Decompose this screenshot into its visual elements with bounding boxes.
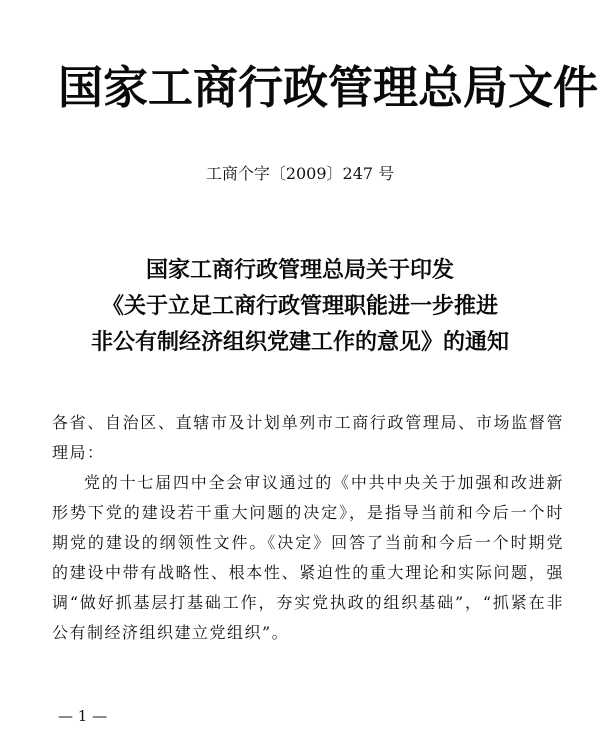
body-paragraph: 党的十七届四中全会审议通过的《中共中央关于加强和改进新形势下党的建设若干重大问题的决定》，是指导当前和今后一个时期党的建设的纲领性文件。《决定》回答了当前和今后一个时期党的建设中带有战略性、根本性、紧迫性的重大理论和实际问题，强调“做好抓基层打基础工作，夯实党执政的组织基础”，“抓紧在非公有制经济组织建立党组织”。 [52,473,564,642]
page-number: — 1 — [58,707,108,725]
title-line-2: 《关于立足工商行政管理职能进一步推进 [101,294,498,319]
document-masthead: 国家工商行政管理总局文件 [58,61,599,114]
document-number: 工商个字〔2009〕247 号 [205,164,395,183]
document-title [0,253,600,361]
salutation: 各省、自治区、直辖市及计划单列市工商行政管理局、市场监督管理局： [52,413,564,462]
document-body [52,408,564,648]
title-line-3: 非公有制经济组织党建工作的意见》的通知 [90,330,509,355]
title-line-1: 国家工商行政管理总局关于印发 [145,258,454,283]
